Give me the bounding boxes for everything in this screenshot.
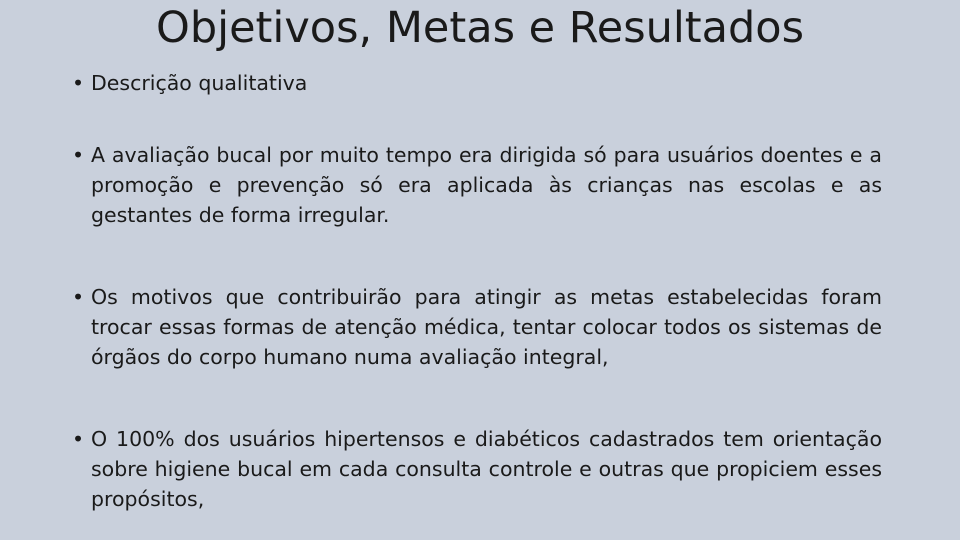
bullet-dot-icon: • [72, 143, 85, 167]
bullet-dot-icon: • [72, 71, 85, 95]
bullet-item [72, 68, 882, 98]
bullet-text: A avaliação bucal por muito tempo era dirigida só para usuários doentes e a promoção e prevenção só era aplicada às crianças nas escolas e as gestantes de forma irregular. [91, 143, 882, 227]
bullet-dot-icon: • [72, 427, 85, 451]
bullet-text: O 100% dos usuários hipertensos e diabéticos cadastrados tem orientação sobre higiene bucal em cada consulta controle e outras que propiciem esses propósitos, [91, 427, 882, 511]
slide-title: Objetivos, Metas e Resultados [155, 3, 805, 53]
bullet-dot-icon: • [72, 285, 85, 309]
bullet-item [72, 424, 882, 514]
bullet-item [72, 140, 882, 230]
bullet-item [72, 282, 882, 372]
bullet-text: Descrição qualitativa [91, 71, 308, 95]
bullet-text: Os motivos que contribuirão para atingir as metas estabelecidas foram trocar essas formas de atenção médica, tentar colocar todos os sistemas de órgãos do corpo humano numa avaliação integral, [91, 285, 882, 369]
bullet-list [72, 64, 882, 514]
